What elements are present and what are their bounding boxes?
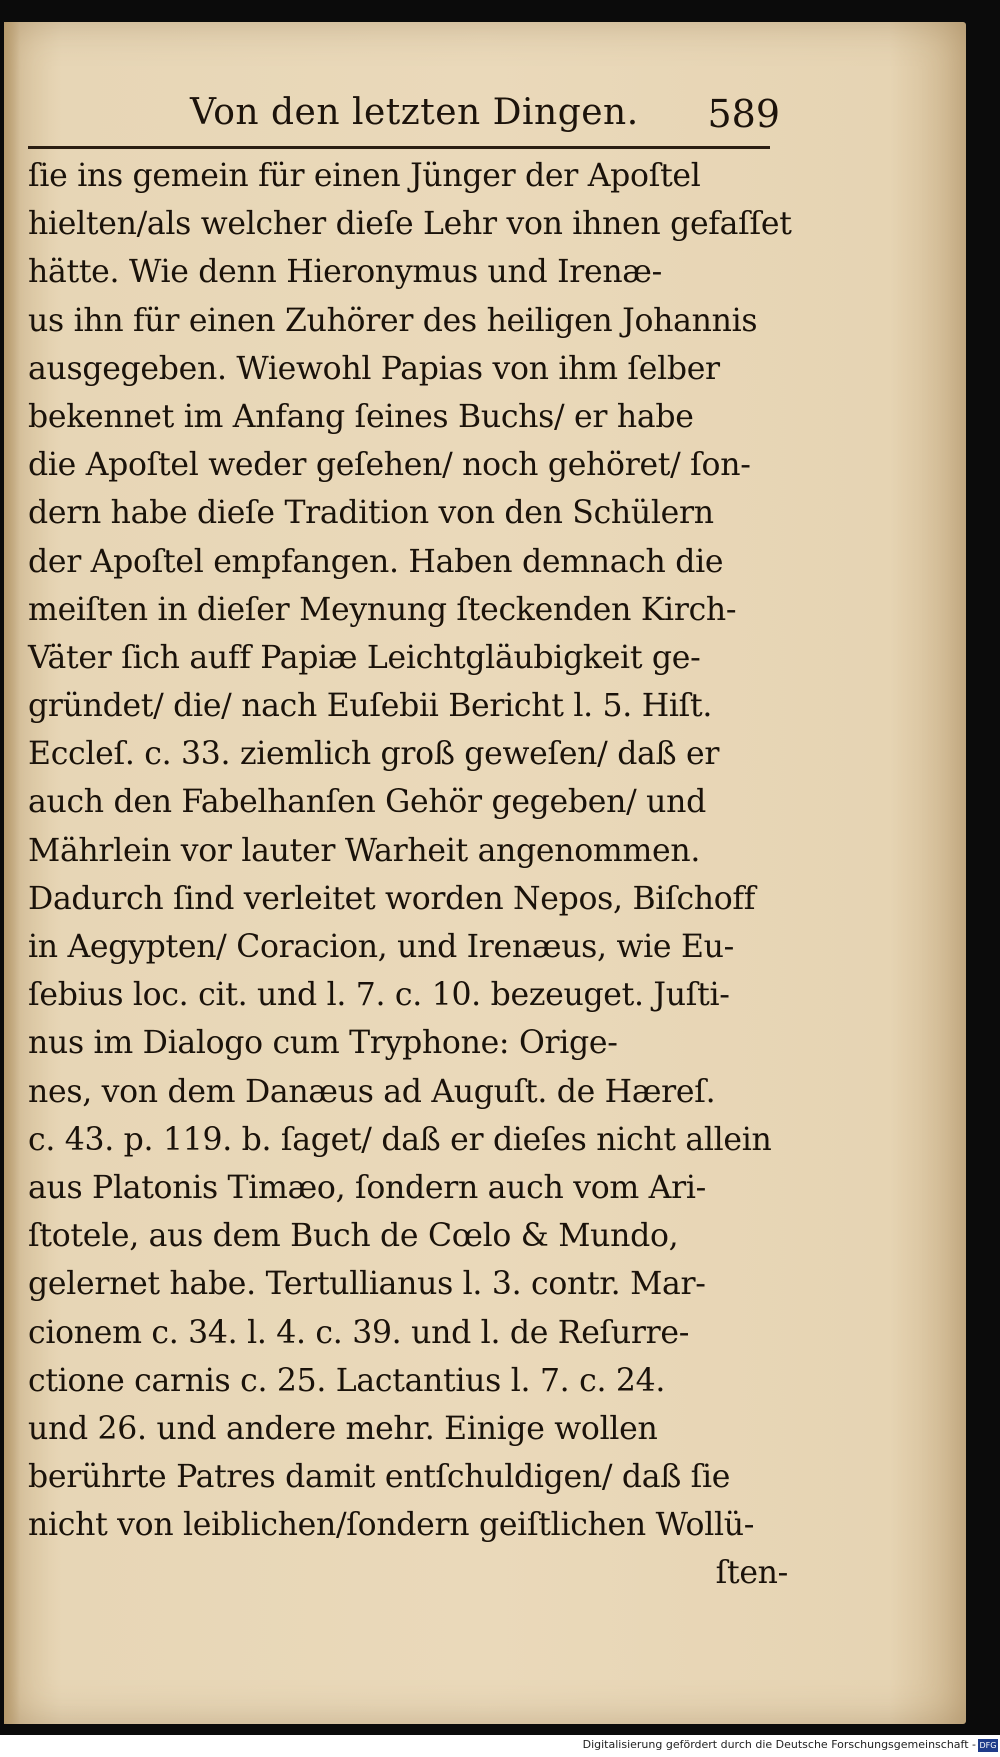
header-rule bbox=[28, 146, 770, 149]
text-line: gelernet habe. Tertullianus l. 3. contr. Mar- bbox=[28, 1266, 706, 1303]
text-line: die Apoſtel weder geſehen/ noch gehöret/ ſon- bbox=[28, 447, 751, 484]
text-line: auch den Fabelhanſen Gehör gegeben/ und bbox=[28, 784, 706, 821]
running-head-title: Von den letzten Dingen. bbox=[190, 92, 639, 133]
body-text bbox=[28, 152, 792, 1598]
page-gutter-shadow bbox=[4, 22, 20, 1724]
text-line: der Apoſtel empfangen. Haben demnach die bbox=[28, 543, 724, 580]
text-line: Väter ſich auff Papiæ Leichtgläubigkeit ge- bbox=[28, 639, 701, 676]
text-line: nicht von leiblichen/ſondern geiſtlichen Wollü- bbox=[28, 1507, 755, 1544]
text-line: c. 43. p. 119. b. ſaget/ daß er dieſes nicht allein bbox=[28, 1121, 772, 1158]
text-line: hätte. Wie denn Hieronymus und Irenæ- bbox=[28, 254, 662, 291]
text-line: ctione carnis c. 25. Lactantius l. 7. c. 24. bbox=[28, 1362, 666, 1399]
text-line: bekennet im Anfang ſeines Buchs/ er habe bbox=[28, 398, 694, 435]
running-head bbox=[190, 92, 780, 144]
digitization-footer bbox=[0, 1735, 1000, 1757]
text-line: us ihn für einen Zuhörer des heiligen Johannis bbox=[28, 302, 758, 339]
text-line: nus im Dialogo cum Tryphone: Orige- bbox=[28, 1025, 618, 1062]
text-line: und 26. und andere mehr. Einige wollen bbox=[28, 1410, 658, 1447]
text-line: berührte Patres damit entſchuldigen/ daß ſie bbox=[28, 1459, 731, 1496]
text-line: gründet/ die/ nach Euſebii Bericht l. 5. Hiſt. bbox=[28, 688, 713, 725]
text-line: ſtotele, aus dem Buch de Cœlo & Mundo, bbox=[28, 1218, 679, 1255]
text-line: in Aegypten/ Coracion, und Irenæus, wie Eu- bbox=[28, 929, 734, 965]
text-line: ſie ins gemein für einen Jünger der Apoſtel bbox=[28, 158, 701, 194]
text-line: dern habe dieſe Tradition von den Schülern bbox=[28, 495, 714, 532]
text-line: hielten/als welcher dieſe Lehr von ihnen gefaſſet bbox=[28, 206, 792, 243]
catchword: ſten- bbox=[715, 1555, 788, 1592]
text-line: ausgegeben. Wiewohl Papias von ihm ſelber bbox=[28, 350, 720, 387]
text-line: Dadurch ſind verleitet worden Nepos, Biſchoff bbox=[28, 880, 756, 917]
text-line: Eccleſ. c. 33. ziemlich groß geweſen/ daß er bbox=[28, 736, 720, 773]
text-line: aus Platonis Timæo, ſondern auch vom Ari- bbox=[28, 1169, 706, 1206]
text-line: Mährlein vor lauter Warheit angenommen. bbox=[28, 832, 701, 869]
text-line: ſebius loc. cit. und l. 7. c. 10. bezeuget. Juſti- bbox=[28, 977, 730, 1014]
text-line: cionem c. 34. l. 4. c. 39. und l. de Reſurre- bbox=[28, 1314, 690, 1351]
footer-credit: Digitalisierung gefördert durch die Deutsche Forschungsgemeinschaft - bbox=[582, 1738, 976, 1751]
text-line: meiſten in dieſer Meynung ſteckenden Kirch- bbox=[28, 591, 737, 628]
page-number: 589 bbox=[707, 92, 780, 136]
text-line: nes, von dem Danæus ad Auguſt. de Hæreſ. bbox=[28, 1073, 716, 1110]
dfg-logo-badge: DFG bbox=[979, 1741, 997, 1750]
